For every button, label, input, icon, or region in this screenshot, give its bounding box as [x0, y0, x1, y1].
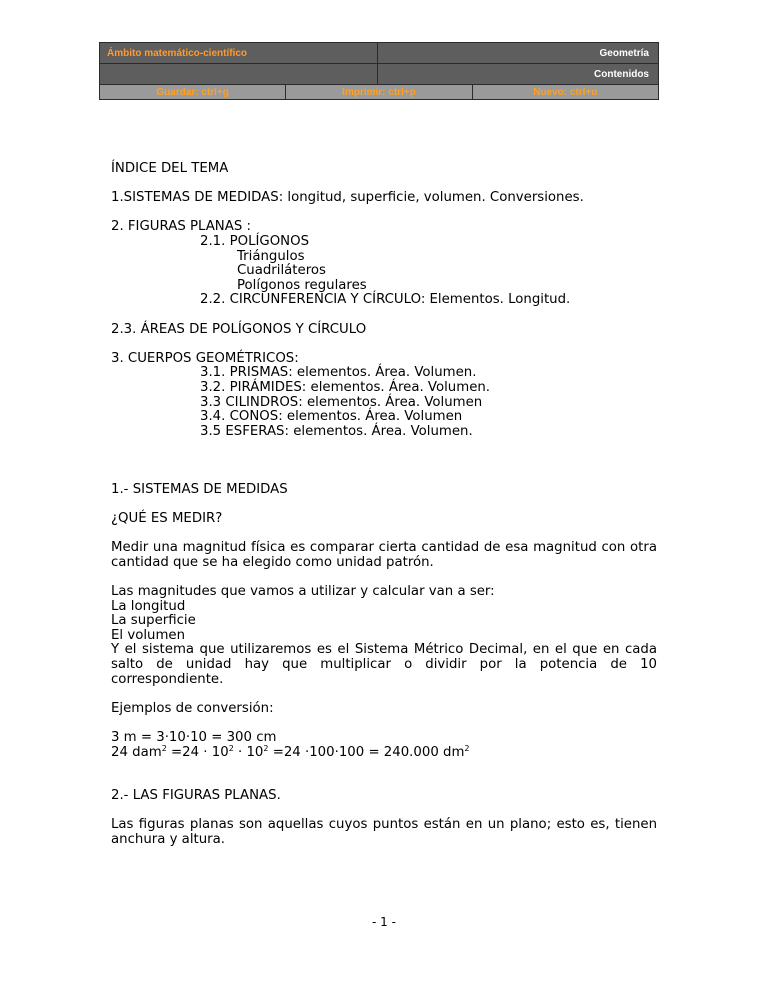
index-item-3: 3. CUERPOS GEOMÉTRICOS:	[111, 350, 299, 366]
save-button[interactable]: Guardar: ctrl+g	[156, 86, 229, 98]
document-header	[99, 42, 659, 100]
example-1: 3 m = 3·10·10 = 300 cm	[111, 729, 277, 745]
header-row-top	[100, 43, 658, 63]
magnitude-item: La longitud	[111, 598, 186, 614]
section-1-system: Y el sistema que utilizaremos es el Sistema Métrico Decimal, en el que en cada salto de unidad hay que multiplicar o dividir por la potencia de 10 correspondiente.	[111, 642, 657, 687]
index-subitem: Cuadriláteros	[237, 263, 326, 279]
new-button[interactable]: Nuevo: ctrl+u	[472, 85, 658, 99]
section-2-definition: Las figuras planas son aquellas cuyos puntos están en un plano; esto es, tienen anchura y altura.	[111, 817, 657, 847]
example-2: 24 $dam^2 =24 \cdot 10^2 \cdot 10^2 =24 \cdot 100\cdot 100 = 240.000$ $dm^2$	[111, 743, 470, 760]
index-item-2-3: 2.3. ÁREAS DE POLÍGONOS Y CÍRCULO	[111, 321, 367, 337]
header-row-middle	[100, 63, 658, 84]
print-button[interactable]: Imprimir: ctrl+p	[285, 85, 471, 99]
section-2-title: 2.- LAS FIGURAS PLANAS.	[111, 788, 281, 804]
magnitude-item: La superficie	[111, 613, 196, 629]
document-body	[111, 162, 657, 848]
page-number: - 1 -	[372, 915, 396, 929]
section-1-question: ¿QUÉ ES MEDIR?	[111, 511, 223, 527]
index-item-2: 2. FIGURAS PLANAS :	[111, 219, 252, 235]
index-item-2-2: 2.2. CIRCUNFERENCIA Y CÍRCULO: Elementos. Longitud.	[200, 292, 571, 308]
section-1-title: 1.- SISTEMAS DE MEDIDAS	[111, 481, 288, 497]
index-subitem: Triángulos	[237, 248, 305, 264]
index-item-2-1: 2.1. POLÍGONOS	[200, 233, 310, 249]
subject-label: Geometría	[599, 47, 649, 59]
index-item-1: 1.SISTEMAS DE MEDIDAS: longitud, superficie, volumen. Conversiones.	[111, 190, 584, 206]
index-item-3-4: 3.4. CONOS: elementos. Área. Volumen	[200, 409, 463, 425]
index-item-3-1: 3.1. PRISMAS: elementos. Área. Volumen.	[200, 365, 477, 381]
magnitude-item: El volumen	[111, 627, 186, 643]
area-label: Ámbito matemático-científico	[100, 43, 378, 63]
index-item-3-5: 3.5 ESFERAS: elementos. Área. Volumen.	[200, 423, 473, 439]
section-1-intro: Las magnitudes que vamos a utilizar y calcular van a ser:	[111, 584, 495, 600]
index-title: ÍNDICE DEL TEMA	[111, 161, 229, 176]
header-empty-cell	[100, 64, 378, 84]
section-1-definition: Medir una magnitud física es comparar cierta cantidad de esa magnitud con otra cantidad que se ha elegido como unidad patrón.	[111, 540, 657, 570]
examples-title: Ejemplos de conversión:	[111, 700, 274, 716]
index-item-3-3: 3.3 CILINDROS: elementos. Área. Volumen	[200, 394, 483, 410]
index-item-3-2: 3.2. PIRÁMIDES: elementos. Área. Volumen.	[200, 379, 491, 395]
index-subitem: Polígonos regulares	[237, 277, 367, 293]
section-label: Contenidos	[594, 68, 649, 80]
header-toolbar	[100, 84, 658, 99]
